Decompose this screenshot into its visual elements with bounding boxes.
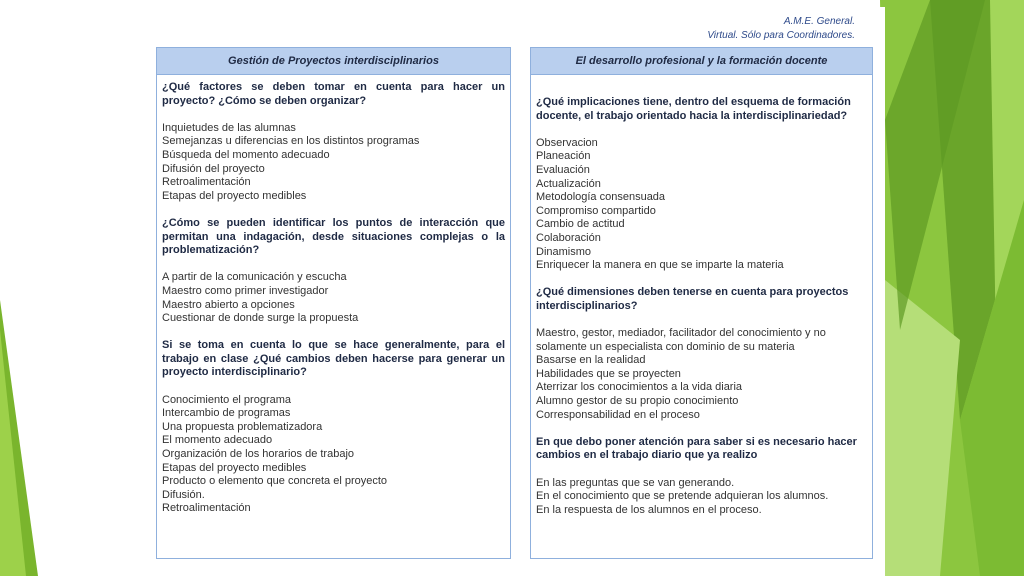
left-panel: [156, 47, 511, 559]
list-item: A partir de la comunicación y escucha: [162, 271, 347, 284]
list-item: Producto o elemento que concreta el proyecto: [162, 475, 388, 488]
list-item: El momento adecuado: [162, 434, 273, 447]
list-item: Retroalimentación: [162, 176, 251, 189]
right-panel: [530, 47, 873, 559]
document-header: [707, 15, 855, 43]
list-item: Corresponsabilidad en el proceso: [536, 408, 700, 421]
right-panel-body: [531, 75, 872, 517]
left-panel-body: [157, 75, 510, 516]
left-answers-1: [162, 122, 505, 204]
list-item: Dinamismo: [536, 245, 592, 258]
list-item: Planeación: [536, 150, 591, 163]
list-item: En las preguntas que se van generando.: [536, 476, 735, 489]
list-item: Observacion: [536, 136, 598, 149]
right-answers-2: [536, 327, 867, 422]
list-item: Intercambio de programas: [162, 407, 291, 420]
left-question-2: ¿Cómo se pueden identificar los puntos de interacción que permitan una indagación, desde situaciones complejas o la problematización?: [162, 216, 505, 257]
right-panel-title: El desarrollo profesional y la formación docente: [531, 48, 872, 75]
list-item: Semejanzas u diferencias en los distintos programas: [162, 135, 420, 148]
list-item: solamente un especialista con dominio de su materia: [536, 340, 795, 353]
left-answers-3: [162, 394, 505, 516]
list-item: Etapas del proyecto medibles: [162, 461, 307, 474]
header-line-1: A.M.E. General.: [783, 16, 855, 27]
list-item: Cuestionar de donde surge la propuesta: [162, 312, 359, 325]
list-item: En el conocimiento que se pretende adquieran los alumnos.: [536, 490, 829, 503]
right-question-1: ¿Qué implicaciones tiene, dentro del esquema de formación docente, el trabajo orientado hacia la interdisciplinariedad?: [536, 96, 851, 122]
list-item: Metodología consensuada: [536, 191, 666, 204]
list-item: Maestro como primer investigador: [162, 284, 329, 297]
list-item: Evaluación: [536, 163, 590, 176]
list-item: Búsqueda del momento adecuado: [162, 148, 330, 161]
left-question-3: Si se toma en cuenta lo que se hace generalmente, para el trabajo en clase ¿Qué cambios deben hacerse para generar un proyecto interdisciplinario?: [162, 339, 505, 379]
list-item: Conocimiento el programa: [162, 393, 292, 406]
list-item: Aterrizar los conocimientos a la vida diaria: [536, 381, 743, 394]
right-answers-3: [536, 477, 867, 518]
list-item: En la respuesta de los alumnos en el proceso.: [536, 503, 762, 516]
list-item: Organización de los horarios de trabajo: [162, 448, 355, 461]
left-question-1: ¿Qué factores se deben tomar en cuenta para hacer un proyecto? ¿Cómo se deben organizar?: [162, 81, 505, 107]
list-item: Retroalimentación: [162, 502, 251, 515]
list-item: Difusión del proyecto: [162, 162, 265, 175]
list-item: Compromiso compartido: [536, 204, 656, 217]
header-line-2: Virtual. Sólo para Coordinadores.: [707, 30, 855, 41]
list-item: Difusión.: [162, 488, 205, 501]
list-item: Alumno gestor de su propio conocimiento: [536, 395, 739, 408]
left-answers-2: [162, 271, 505, 325]
list-item: Maestro, gestor, mediador, facilitador del conocimiento y no: [536, 327, 826, 340]
list-item: Cambio de actitud: [536, 218, 625, 231]
right-answers-1: [536, 137, 867, 273]
list-item: Actualización: [536, 177, 601, 190]
list-item: Una propuesta problematizadora: [162, 420, 323, 433]
left-panel-title: Gestión de Proyectos interdisciplinarios: [157, 48, 510, 75]
list-item: Colaboración: [536, 231, 601, 244]
list-item: Habilidades que se proyecten: [536, 367, 681, 380]
right-question-2: ¿Qué dimensiones deben tenerse en cuenta para proyectos interdisciplinarios?: [536, 286, 849, 312]
right-question-3: En que debo poner atención para saber si es necesario hacer cambios en el trabajo diario que ya realizo: [536, 435, 857, 462]
list-item: Inquietudes de las alumnas: [162, 121, 296, 134]
list-item: Etapas del proyecto medibles: [162, 189, 307, 202]
document-image: [143, 7, 885, 566]
list-item: Basarse en la realidad: [536, 354, 646, 367]
list-item: Maestro abierto a opciones: [162, 298, 295, 311]
list-item: Enriquecer la manera en que se imparte la materia: [536, 259, 784, 272]
